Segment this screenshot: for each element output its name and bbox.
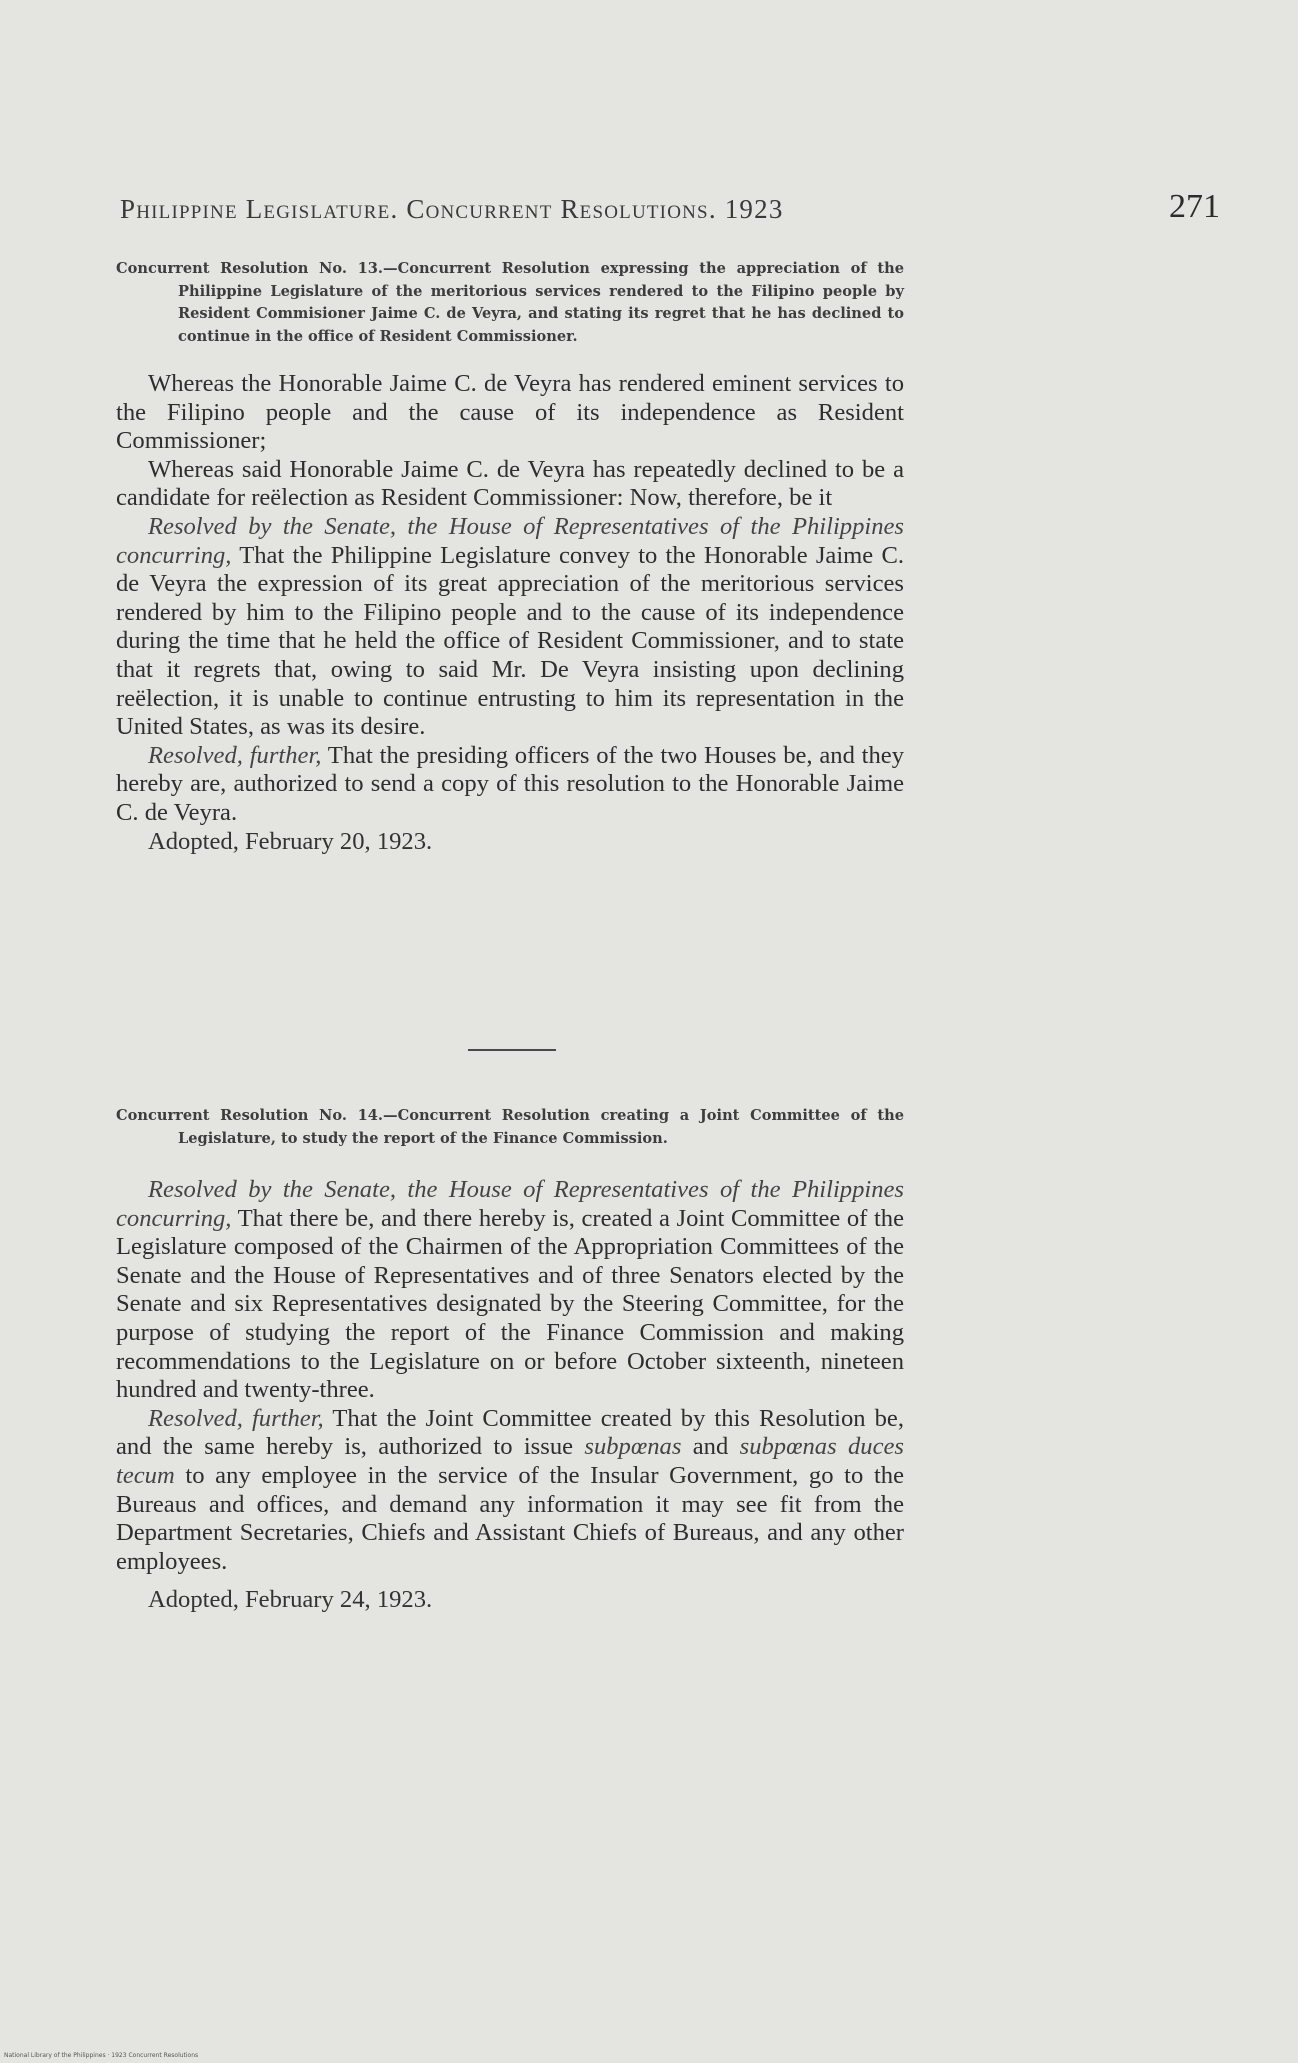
resolution-14-resolved <box>116 1176 904 1405</box>
scan-credit: National Library of the Philippines · 1923 Concurrent Resolutions <box>4 2052 199 2059</box>
resolution-13-further-clause: Resolved, further, <box>148 741 322 769</box>
resolution-13-whereas-2: Whereas said Honorable Jaime C. de Veyra has repeatedly declined to be a candidate for reëlection as Resident Commissioner: Now, therefore, be it <box>116 455 904 512</box>
resolution-14-subpoenas: subpœnas <box>584 1433 682 1461</box>
resolution-14-further-text-c: to any employee in the service of the Insular Government, go to the Bureaus and offices, and demand any information it may see fit from the Department Secretaries, Chiefs and Assistant Chiefs of Bureaus, and any other employees. <box>116 1461 904 1575</box>
running-head <box>120 188 1220 238</box>
resolution-14-caption: Concurrent Resolution No. 14.—Concurrent Resolution creating a Joint Committee of the Legislature, to study the report of the Finance Commission. <box>116 1107 904 1147</box>
resolution-13-further-text: That the presiding officers of the two Houses be, and they hereby are, authorized to send a copy of this resolution to the Honorable Jaime C. de Veyra. <box>116 741 904 826</box>
resolution-14-further-text-b: and <box>681 1433 740 1461</box>
resolution-13-whereas-1: Whereas the Honorable Jaime C. de Veyra has rendered eminent services to the Filipino people and the cause of its independence as Resident Commissioner; <box>116 370 904 455</box>
resolution-13-resolved-further <box>116 742 904 828</box>
resolution-13 <box>116 258 904 856</box>
resolution-14-further-clause: Resolved, further, <box>148 1404 324 1432</box>
resolution-13-resolved-clause: Resolved by the Senate, the House of Representatives of the Philippines concurring, <box>116 512 904 569</box>
resolution-14-resolved-text: That there be, and there hereby is, created a Joint Committee of the Legislature composed of the Chairmen of the Appropriation Committees of the Senate and the House of Representatives and of three Senators elected by the Senate and six Representatives designated by the Steering Committee, for the purpose of studying the report of the Finance Commission and making recommendations to the Legislature on or before October sixteenth, nineteen hundred and twenty-three. <box>116 1204 904 1404</box>
resolution-14 <box>116 1105 904 1615</box>
page-number: 271 <box>1169 188 1220 225</box>
resolution-13-resolved-text: That the Philippine Legislature convey to the Honorable Jaime C. de Veyra the expression of its great appreciation of the meritorious services rendered by him to the Filipino people and to the cause of its independence during the time that he held the office of Resident Commissioner, and to state that it regrets that, owing to said Mr. De Veyra insisting upon declining reëlection, it is unable to continue entrusting to him its representation in the United States, as was its desire. <box>116 541 904 741</box>
resolution-14-subpoenas-duces-tecum: subpœnas duces tecum <box>116 1433 904 1489</box>
resolution-14-adopted: Adopted, February 24, 1923. <box>148 1586 433 1614</box>
resolution-14-resolved-clause: Resolved by the Senate, the House of Representatives of the Philippines concurring, <box>116 1176 904 1232</box>
running-title: Philippine Legislature. Concurrent Resolutions. 1923 <box>120 194 784 224</box>
section-divider <box>468 1049 556 1051</box>
resolution-13-caption: Concurrent Resolution No. 13.—Concurrent Resolution expressing the appreciation of the Philippine Legislature of the meritorious services rendered to the Filipino people by Resident Commisioner Jaime C. de Veyra, and stating its regret that he has declined to continue in the office of Resident Commissioner. <box>116 260 904 345</box>
resolution-13-resolved <box>116 513 904 742</box>
resolution-13-adopted: Adopted, February 20, 1923. <box>148 827 433 855</box>
resolution-14-resolved-further <box>116 1405 904 1577</box>
resolution-14-further-text-a: That the Joint Committee created by this Resolution be, and the same hereby is, authorized to issue <box>116 1404 904 1461</box>
